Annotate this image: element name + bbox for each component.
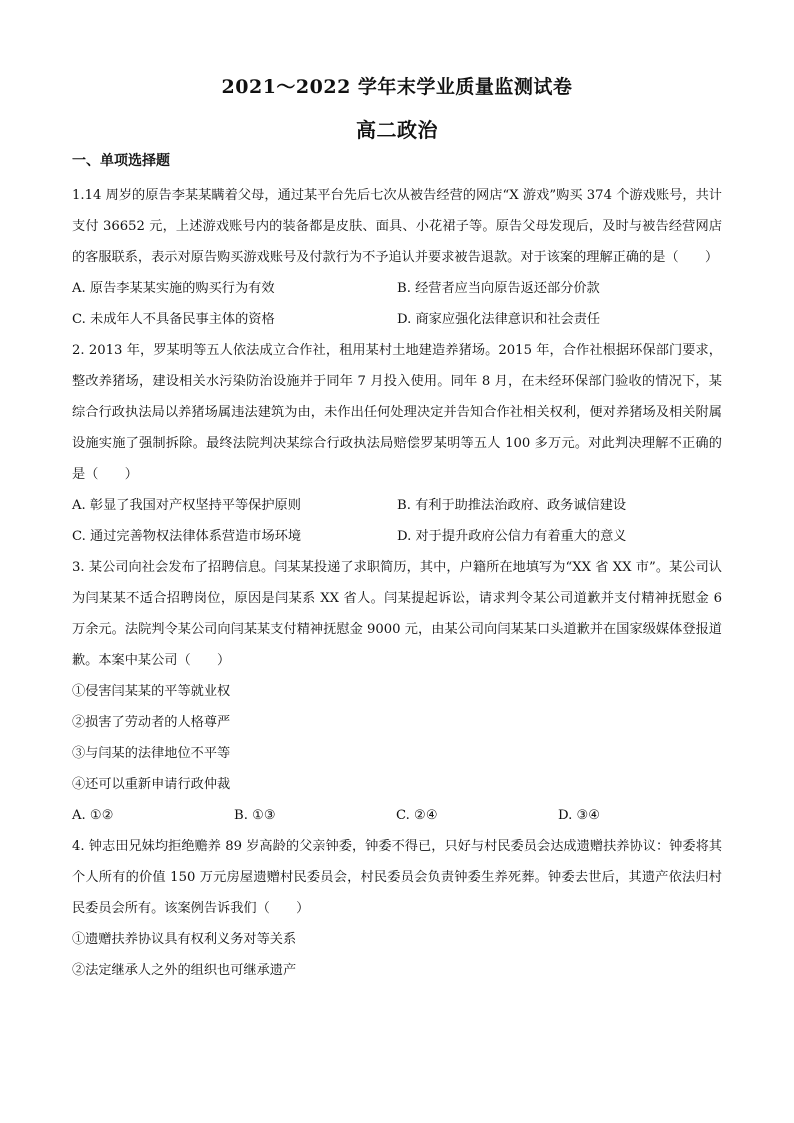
- statement-4: ④还可以重新申请行政仲裁: [72, 777, 231, 792]
- option-b: B. 经营者应当向原告返还部分价款: [397, 281, 600, 296]
- question-2: [72, 335, 722, 552]
- option-c: C. 通过完善物权法律体系营造市场环境: [72, 529, 302, 544]
- answer-options: [72, 273, 722, 335]
- option-d: D. 对于提升政府公信力有着重大的意义: [397, 529, 627, 544]
- statement-3: ③与闫某的法律地位不平等: [72, 746, 231, 761]
- statement-1: ①侵害闫某某的平等就业权: [72, 684, 231, 699]
- section-heading: 一、单项选择题: [72, 153, 170, 169]
- statement-1: ①遗赠扶养协议具有权利义务对等关系: [72, 932, 297, 947]
- exam-subject: 高二政治: [356, 118, 438, 142]
- answer-options: [72, 490, 722, 552]
- option-d: D. 商家应强化法律意识和社会责任: [397, 312, 601, 327]
- question-stem: 4. 钟志田兄妹均拒绝赡养 89 岁高龄的父亲钟委，钟委不得已，只好与村民委员会达成遗赠扶养协议：钟委将其个人所有的价值 150 万元房屋遗赠村民委员会，村民委员会负责钟委生养死葬。钟委去世后，其遗产依法归村民委员会所有。该案例告诉我们（ ）: [72, 839, 722, 916]
- option-c: C. ②④: [396, 808, 438, 823]
- option-a: A. ①②: [72, 808, 114, 823]
- statement-2: ②损害了劳动者的人格尊严: [72, 715, 231, 730]
- option-b: B. 有利于助推法治政府、政务诚信建设: [397, 498, 627, 513]
- statement-2: ②法定继承人之外的组织也可继承遗产: [72, 963, 297, 978]
- option-c: C. 未成年人不具备民事主体的资格: [72, 312, 275, 327]
- question-stem: 3. 某公司向社会发布了招聘信息。闫某某投递了求职简历，其中，户籍所在地填写为“XX 省 XX 市”。某公司认为闫某某不适合招聘岗位，原因是闫某系 XX 省人。闫某提起诉讼，请求判令某公司道歉并支付精神抚慰金 6 万余元。法院判令某公司向闫某某支付精神抚慰金 9000 元，由某公司向闫某某口头道歉并在国家级媒体登报道歉。本案中某公司（ ）: [72, 560, 722, 668]
- option-a: A. 原告李某某实施的购买行为有效: [72, 281, 275, 296]
- question-stem: 1.14 周岁的原告李某某瞒着父母，通过某平台先后七次从被告经营的网店“X 游戏”购买 374 个游戏账号，共计支付 36652 元，上述游戏账号内的装备都是皮肤、面具、小花裙子等。原告父母发现后，及时与被告经营网店的客服联系，表示对原告购买游戏账号及付款行为不予追认并要求被告退款。对于该案的理解正确的是（ ）: [72, 188, 722, 265]
- option-d: D. ③④: [558, 808, 601, 823]
- question-3: [72, 552, 722, 831]
- option-b: B. ①③: [234, 808, 276, 823]
- answer-options: [72, 800, 722, 831]
- exam-title: 2021～2022 学年末学业质量监测试卷: [221, 76, 573, 98]
- option-a: A. 彰显了我国对产权坚持平等保护原则: [72, 498, 301, 513]
- question-1: [72, 180, 722, 335]
- questions-area: [72, 180, 722, 986]
- question-stem: 2. 2013 年，罗某明等五人依法成立合作社，租用某村土地建造养猪场。2015 年，合作社根据环保部门要求，整改养猪场，建设相关水污染防治设施并于同年 7 月投入使用。同年 8 月，在未经环保部门验收的情况下，某综合行政执法局以养猪场属违法建筑为由，未作出任何处理决定并告知合作社相关权利，便对养猪场及相关附属设施实施了强制拆除。最终法院判决某综合行政执法局赔偿罗某明等五人 100 多万元。对此判决理解不正确的是（ ）: [72, 343, 722, 482]
- question-4: [72, 831, 722, 986]
